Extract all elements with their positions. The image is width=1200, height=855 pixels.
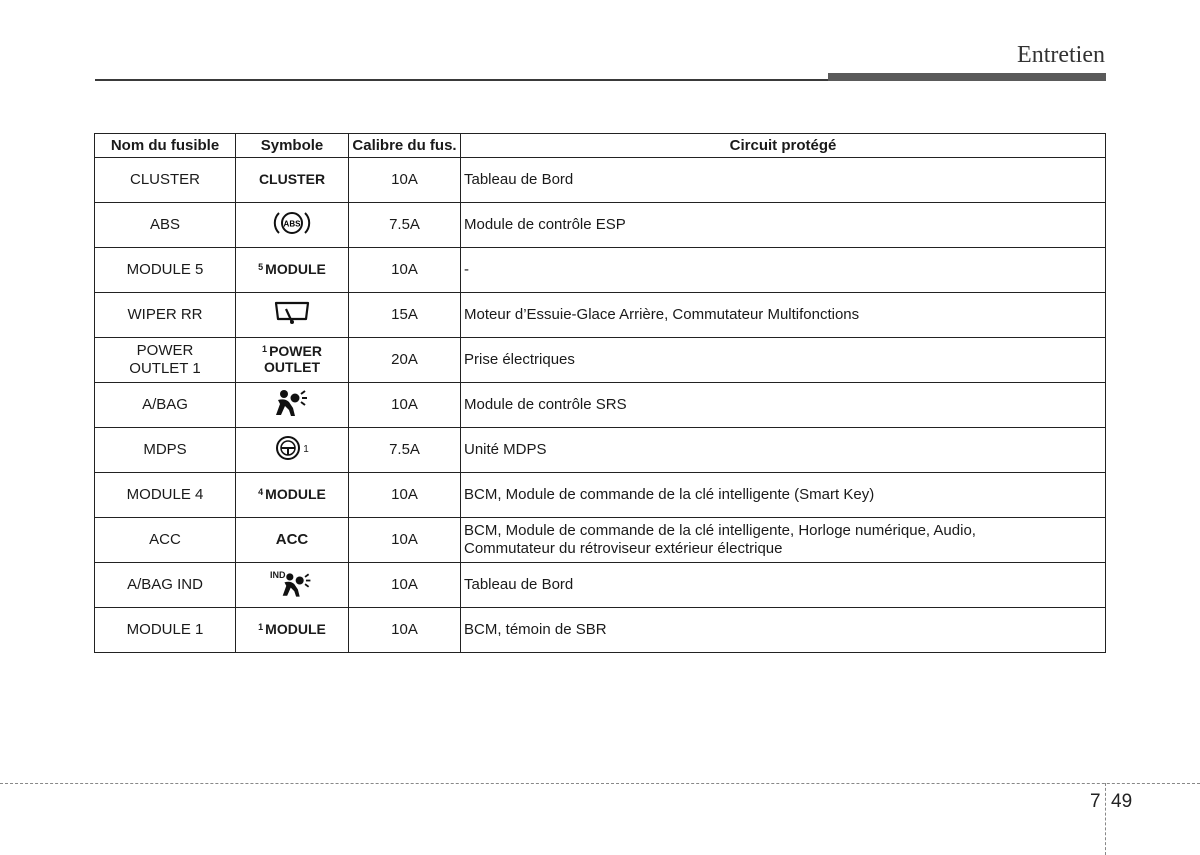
protected-circuit: Tableau de Bord: [461, 158, 1106, 203]
fuse-name: ABS: [95, 203, 236, 248]
fuse-rating: 10A: [349, 383, 461, 428]
power-outlet-line1: [262, 343, 322, 359]
module-number: 1: [258, 622, 264, 632]
fuse-symbol: [236, 473, 349, 518]
cluster-symbol-text: CLUSTER: [258, 171, 326, 187]
fuse-name: WIPER RR: [95, 293, 236, 338]
column-header-symbol: Symbole: [236, 134, 349, 158]
table-row: [95, 383, 1106, 428]
fuse-table: [94, 133, 1106, 653]
fuse-name: MODULE 5: [95, 248, 236, 293]
fuse-name: [95, 338, 236, 383]
header-rule: [95, 79, 830, 81]
fuse-name: CLUSTER: [95, 158, 236, 203]
section-title: Entretien: [1017, 42, 1105, 68]
module-number: 4: [258, 487, 264, 497]
table-row: [95, 563, 1106, 608]
module-symbol-text: MODULE: [265, 261, 326, 277]
column-header-circuit: Circuit protégé: [461, 134, 1106, 158]
protected-circuit: Tableau de Bord: [461, 563, 1106, 608]
fuse-symbol: [236, 158, 349, 203]
footer-divider: [0, 783, 1200, 784]
fuse-symbol: [236, 338, 349, 383]
fuse-rating: 15A: [349, 293, 461, 338]
abs-icon: [271, 208, 313, 243]
module-symbol-text: MODULE: [265, 486, 326, 502]
fuse-name: MODULE 1: [95, 608, 236, 653]
module-symbol: [258, 261, 326, 277]
table-row: [95, 203, 1106, 248]
fuse-name: ACC: [95, 518, 236, 563]
fuse-rating: 7.5A: [349, 428, 461, 473]
table-row: [95, 338, 1106, 383]
table-row: [95, 428, 1106, 473]
table-row: [95, 518, 1106, 563]
page-number: 49: [1111, 791, 1133, 812]
protected-circuit: Unité MDPS: [461, 428, 1106, 473]
fuse-symbol: [236, 518, 349, 563]
power-outlet-number: 1: [262, 344, 268, 354]
table-row: [95, 608, 1106, 653]
table-row: [95, 248, 1106, 293]
fuse-rating: 10A: [349, 473, 461, 518]
fuse-rating: 10A: [349, 608, 461, 653]
fuse-rating: 10A: [349, 158, 461, 203]
fuse-name-line1: POWER: [136, 342, 194, 359]
power-outlet-text-1: POWER: [269, 343, 322, 359]
fuse-name: MODULE 4: [95, 473, 236, 518]
fuse-symbol: [236, 248, 349, 293]
fuse-rating: 10A: [349, 248, 461, 293]
footer-vertical-divider: [1105, 783, 1106, 855]
table-header-row: [95, 134, 1106, 158]
airbag-indicator-label: IND: [270, 569, 286, 580]
protected-circuit: BCM, témoin de SBR: [461, 608, 1106, 653]
fuse-symbol: [236, 383, 349, 428]
protected-circuit-line1: BCM, Module de commande de la clé intelligente, Horloge numérique, Audio,: [464, 522, 976, 539]
table-row: [95, 158, 1106, 203]
protected-circuit: Prise électriques: [461, 338, 1106, 383]
module-symbol: [258, 486, 326, 502]
column-header-fuse-name: Nom du fusible: [95, 134, 236, 158]
fuse-name-line2: OUTLET 1: [129, 360, 201, 377]
fuse-rating: 10A: [349, 563, 461, 608]
fuse-symbol: [236, 203, 349, 248]
protected-circuit: Moteur d’Essuie-Glace Arrière, Commutateur Multifonctions: [461, 293, 1106, 338]
fuse-rating: 10A: [349, 518, 461, 563]
module-number: 5: [258, 262, 264, 272]
protected-circuit: Module de contrôle ESP: [461, 203, 1106, 248]
module-symbol: [258, 621, 326, 637]
rear-wiper-icon: [272, 299, 312, 332]
mdps-symbol-number: 1: [303, 444, 309, 455]
power-outlet-symbol: [262, 343, 322, 375]
protected-circuit: BCM, Module de commande de la clé intelligente (Smart Key): [461, 473, 1106, 518]
acc-symbol-text: ACC: [275, 531, 309, 548]
airbag-icon: [273, 388, 311, 423]
protected-circuit: [461, 518, 1106, 563]
fuse-name: A/BAG IND: [95, 563, 236, 608]
fuse-symbol: [236, 608, 349, 653]
airbag-indicator-icon: [270, 566, 314, 600]
fuse-symbol: [236, 293, 349, 338]
fuse-name: MDPS: [95, 428, 236, 473]
protected-circuit: Module de contrôle SRS: [461, 383, 1106, 428]
steering-wheel-icon: [275, 435, 301, 466]
power-outlet-text-2: OUTLET: [264, 359, 320, 375]
table-row: [95, 293, 1106, 338]
column-header-rating: Calibre du fus.: [349, 134, 461, 158]
chapter-number: 7: [1090, 791, 1101, 812]
fuse-name: A/BAG: [95, 383, 236, 428]
protected-circuit-line2: Commutateur du rétroviseur extérieur électrique: [464, 540, 783, 557]
protected-circuit: -: [461, 248, 1106, 293]
module-symbol-text: MODULE: [265, 621, 326, 637]
fuse-symbol: [236, 428, 349, 473]
fuse-symbol: [236, 563, 349, 608]
fuse-rating: 7.5A: [349, 203, 461, 248]
header-rule-accent: [828, 73, 1106, 81]
abs-icon-label: ABS: [283, 219, 301, 228]
table-row: [95, 473, 1106, 518]
fuse-rating: 20A: [349, 338, 461, 383]
